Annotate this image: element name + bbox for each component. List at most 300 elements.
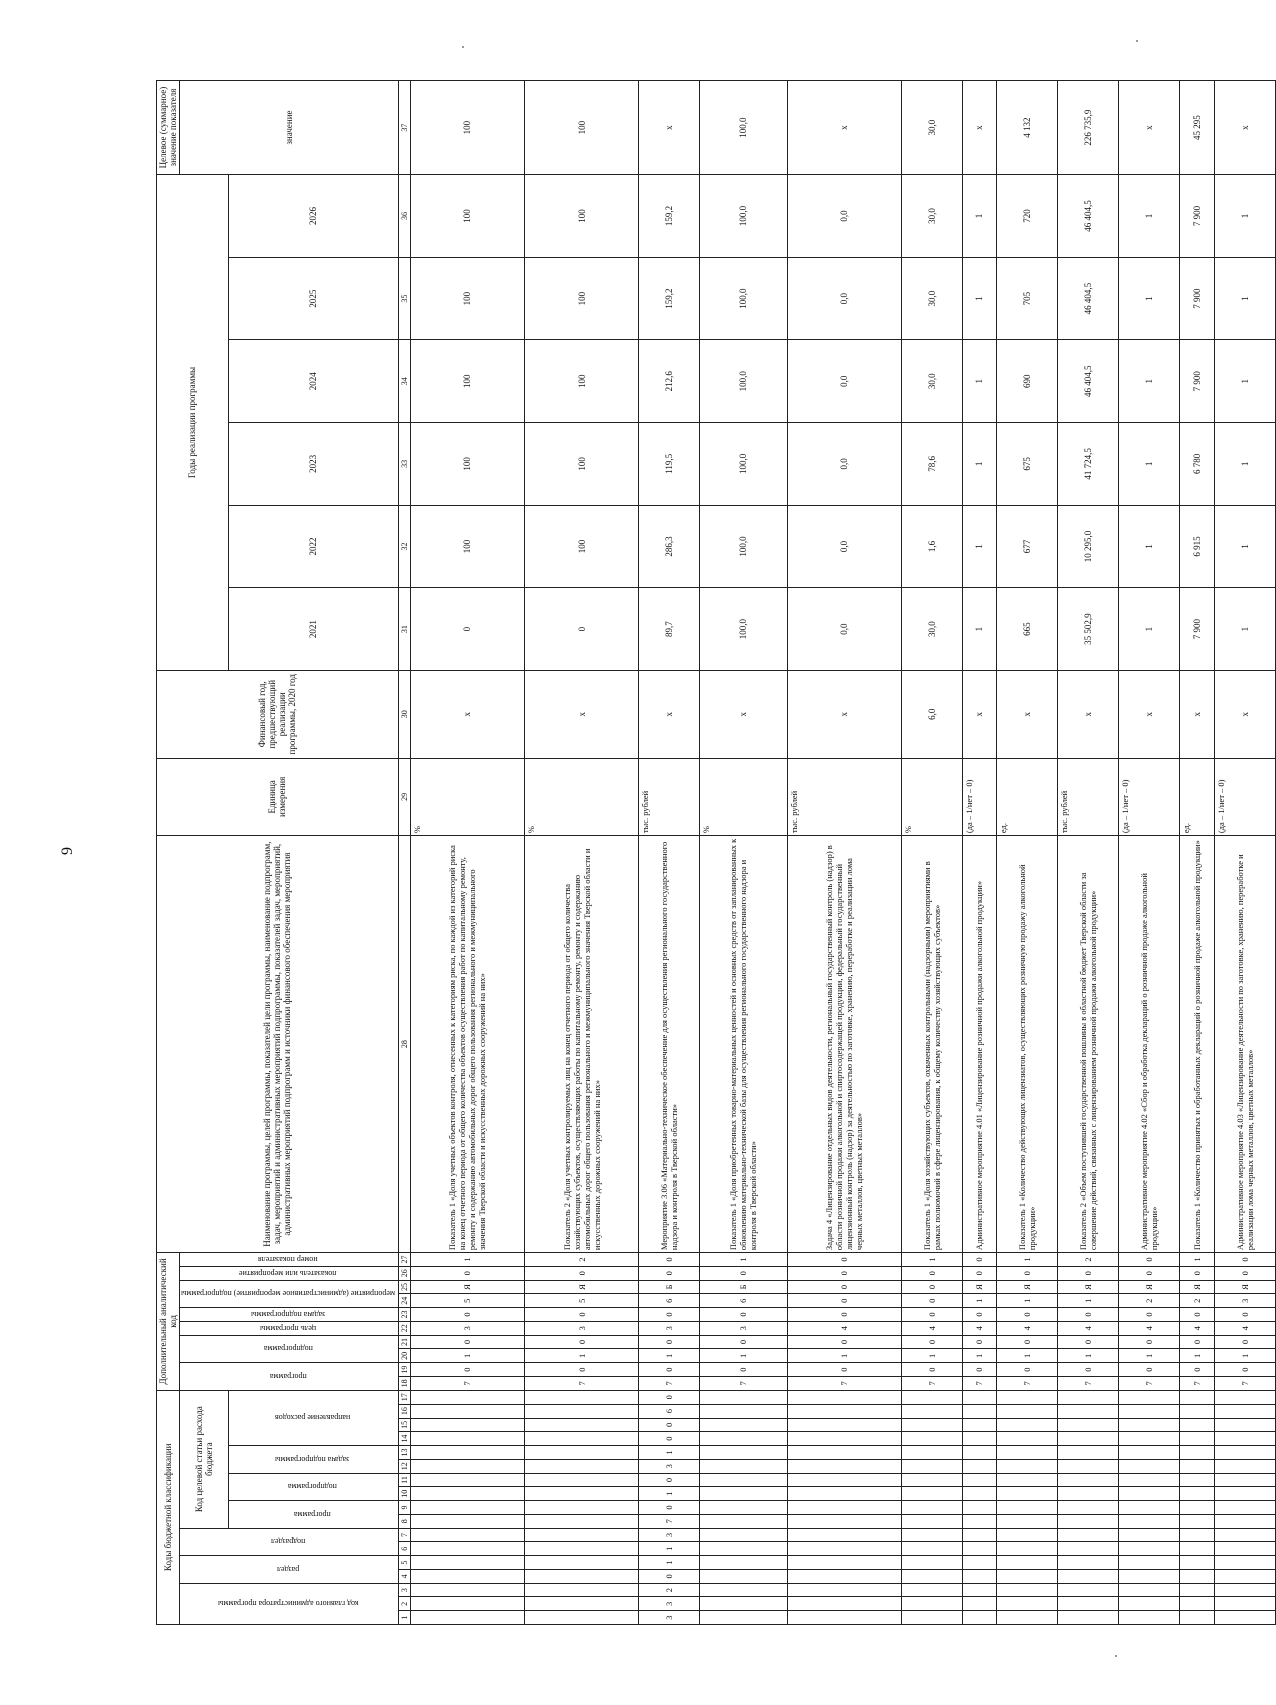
budget-code-digit	[997, 1528, 1058, 1542]
additional-code-digit: 1	[639, 1349, 700, 1363]
budget-code-digit	[1119, 1501, 1180, 1515]
table-row	[787, 81, 901, 1625]
budget-code-digit	[525, 1611, 639, 1625]
budget-code-digit	[410, 1583, 524, 1597]
budget-code-digit	[787, 1528, 901, 1542]
row-year-value: 0,0	[787, 505, 901, 588]
row-year-value: 119,5	[639, 423, 700, 506]
budget-code-digit	[700, 1501, 788, 1515]
budget-code-digit: 1	[639, 1487, 700, 1501]
row-year-value: 1	[1119, 257, 1180, 340]
budget-code-digit: 0	[639, 1432, 700, 1446]
budget-code-digit	[410, 1446, 524, 1460]
budget-code-digit	[525, 1501, 639, 1515]
budget-code-digit	[901, 1473, 962, 1487]
additional-code-digit: 0	[962, 1363, 996, 1377]
column-number: 37	[398, 81, 410, 175]
budget-code-digit	[901, 1583, 962, 1597]
budget-code-digit	[962, 1432, 996, 1446]
row-fin-year-value: х	[700, 670, 788, 758]
budget-program-table-wrapper	[156, 80, 1255, 1625]
budget-code-digit	[1119, 1569, 1180, 1583]
budget-code-digit: 3	[639, 1597, 700, 1611]
budget-code-digit	[410, 1528, 524, 1542]
budget-code-digit	[1058, 1487, 1119, 1501]
budget-code-digit	[901, 1390, 962, 1404]
budget-code-digit	[1119, 1556, 1180, 1570]
additional-code-digit: 0	[787, 1266, 901, 1280]
budget-code-digit	[410, 1597, 524, 1611]
additional-code-digit: 0	[1119, 1363, 1180, 1377]
additional-code-digit: 0	[639, 1335, 700, 1349]
additional-code-digit: 5	[525, 1294, 639, 1308]
additional-code-digit: 0	[962, 1266, 996, 1280]
budget-code-digit	[525, 1404, 639, 1418]
additional-code-digit: 7	[639, 1376, 700, 1390]
column-number: 12	[398, 1459, 410, 1473]
header-program: программа	[228, 1501, 398, 1529]
additional-code-digit: 0	[1058, 1266, 1119, 1280]
budget-code-digit	[525, 1514, 639, 1528]
column-number: 26	[398, 1266, 410, 1280]
budget-code-digit	[997, 1611, 1058, 1625]
row-year-value: 1	[1214, 340, 1275, 423]
additional-code-digit: 0	[997, 1335, 1058, 1349]
budget-code-digit	[1214, 1528, 1275, 1542]
additional-code-digit: 1	[1119, 1349, 1180, 1363]
budget-code-digit	[1058, 1528, 1119, 1542]
row-year-value: 35 502,9	[1058, 588, 1119, 671]
budget-code-digit	[1119, 1542, 1180, 1556]
budget-code-digit	[962, 1556, 996, 1570]
column-number: 17	[398, 1390, 410, 1404]
row-name: Показатель 1 «Количество действующих лицензиатов, осуществляющих розничную продажу алкогольной продукции»	[997, 836, 1058, 1253]
column-number: 33	[398, 423, 410, 506]
row-name: Показатель 1 «Доля хозяйствующих субъектов, охваченных контрольными (надзорными) мероприятиями в рамках полномочий в сфере лицензирования, к общему количеству хозяйствующих субъектов»	[901, 836, 962, 1253]
budget-code-digit	[1058, 1446, 1119, 1460]
header-years: Годы реализации программы	[157, 175, 229, 671]
budget-program-table	[156, 80, 1276, 1625]
column-number: 5	[398, 1556, 410, 1570]
header-target-article: Код целевой статьи расхода бюджета	[180, 1390, 229, 1528]
additional-code-digit: 1	[1058, 1294, 1119, 1308]
column-number: 25	[398, 1280, 410, 1294]
column-number: 31	[398, 588, 410, 671]
row-year-value: 720	[997, 175, 1058, 258]
row-year-value: 100	[410, 175, 524, 258]
column-number: 27	[398, 1253, 410, 1267]
budget-code-digit	[700, 1528, 788, 1542]
row-year-value: 665	[997, 588, 1058, 671]
budget-code-digit	[410, 1404, 524, 1418]
header-target: Целевое (суммарное) значение показателя	[157, 81, 180, 175]
budget-code-digit: 3	[639, 1459, 700, 1473]
header-budget-codes: Коды бюджетной классификации	[157, 1390, 180, 1624]
table-row	[639, 81, 700, 1625]
table-row	[901, 81, 962, 1625]
budget-code-digit	[1214, 1501, 1275, 1515]
row-name: Административное мероприятие 4.03 «Лицензирование деятельности по заготовке, хранению, переработке и реализации лома черных металлов, цветных металлов»	[1214, 836, 1275, 1253]
row-year-value: 100,0	[700, 340, 788, 423]
budget-code-digit	[787, 1569, 901, 1583]
budget-code-digit: 7	[639, 1514, 700, 1528]
additional-code-digit: 7	[700, 1376, 788, 1390]
budget-code-digit: 0	[639, 1390, 700, 1404]
additional-code-digit: 1	[410, 1253, 524, 1267]
row-year-value: 1	[1119, 423, 1180, 506]
budget-code-digit	[1058, 1542, 1119, 1556]
budget-code-digit: 0	[639, 1418, 700, 1432]
budget-code-digit	[1119, 1514, 1180, 1528]
row-fin-year-value: х	[1214, 670, 1275, 758]
budget-code-digit	[787, 1459, 901, 1473]
row-year-value: 0,0	[787, 257, 901, 340]
row-name: Задача 4 «Лицензирование отдельных видов деятельности, региональный государственный контроль (надзор) в области розничной продажи алкогольной и спиртосодержащей продукции, федеральный государственный лицензионный контроль (надзор) за деятельностью по заготовке, хранению, переработке и реализации лома черных металлов, цветных металлов»	[787, 836, 901, 1253]
row-year-value: 100,0	[700, 175, 788, 258]
budget-code-digit	[1180, 1501, 1214, 1515]
additional-code-digit: 0	[901, 1280, 962, 1294]
budget-code-digit	[787, 1390, 901, 1404]
row-year-value: 0,0	[787, 175, 901, 258]
row-year-value: 41 724,5	[1058, 423, 1119, 506]
budget-code-digit: 0	[639, 1569, 700, 1583]
budget-code-digit	[410, 1418, 524, 1432]
budget-code-digit	[1180, 1473, 1214, 1487]
column-number: 11	[398, 1473, 410, 1487]
budget-code-digit	[525, 1542, 639, 1556]
additional-code-digit: 0	[1180, 1266, 1214, 1280]
column-number: 22	[398, 1321, 410, 1335]
additional-code-digit: 3	[525, 1321, 639, 1335]
header-subprogram: подпрограмма	[228, 1473, 398, 1501]
column-number: 23	[398, 1308, 410, 1322]
additional-code-digit: 0	[700, 1363, 788, 1377]
additional-code-digit: 1	[410, 1349, 524, 1363]
budget-code-digit	[1180, 1459, 1214, 1473]
row-year-value: 100	[410, 257, 524, 340]
row-fin-year-value: х	[525, 670, 639, 758]
budget-code-digit	[700, 1404, 788, 1418]
additional-code-digit: 6	[639, 1294, 700, 1308]
header-add-subprogram: подпрограмма	[180, 1335, 399, 1363]
budget-code-digit	[700, 1611, 788, 1625]
additional-code-digit: 0	[525, 1335, 639, 1349]
additional-code-digit: Я	[1119, 1280, 1180, 1294]
budget-code-digit	[1180, 1583, 1214, 1597]
header-year-2022: 2022	[228, 505, 398, 588]
budget-code-digit	[787, 1542, 901, 1556]
budget-code-digit	[525, 1432, 639, 1446]
row-fin-year-value: х	[1058, 670, 1119, 758]
additional-code-digit: 0	[1214, 1266, 1275, 1280]
row-year-value: 89,7	[639, 588, 700, 671]
scan-speck	[1115, 1655, 1117, 1657]
column-number: 7	[398, 1528, 410, 1542]
budget-code-digit	[1119, 1404, 1180, 1418]
row-unit: (да – 1/нет – 0)	[1214, 758, 1275, 836]
budget-code-digit	[997, 1501, 1058, 1515]
budget-code-digit	[700, 1569, 788, 1583]
row-year-value: 1	[1214, 423, 1275, 506]
budget-code-digit	[700, 1446, 788, 1460]
additional-code-digit: 1	[525, 1349, 639, 1363]
column-number: 35	[398, 257, 410, 340]
budget-code-digit	[410, 1459, 524, 1473]
budget-code-digit	[1214, 1446, 1275, 1460]
budget-code-digit	[1180, 1390, 1214, 1404]
row-name: Показатель 1 «Доля учетных объектов контроля, отнесенных к категориям риска, по каждой из категорий риска на конец отчетного периода от общего количества объектов осуществления работ по капитальному ремонту, ремонту и содержанию автомобильных дорог общего пользования регионального и межмуниципального значения Тверской области и искусственных дорожных сооружений на них»	[410, 836, 524, 1253]
additional-code-digit: 0	[901, 1335, 962, 1349]
budget-code-digit	[1058, 1473, 1119, 1487]
table-row	[962, 81, 996, 1625]
additional-code-digit: 4	[787, 1321, 901, 1335]
row-year-value: 159,2	[639, 257, 700, 340]
row-year-value: 7 900	[1180, 257, 1214, 340]
additional-code-digit: Я	[997, 1280, 1058, 1294]
additional-code-digit: 0	[1180, 1308, 1214, 1322]
budget-code-digit	[962, 1528, 996, 1542]
budget-code-digit	[901, 1528, 962, 1542]
additional-code-digit: 0	[410, 1363, 524, 1377]
row-target-value: х	[639, 81, 700, 175]
additional-code-digit: 0	[1180, 1363, 1214, 1377]
budget-code-digit	[997, 1473, 1058, 1487]
budget-code-digit	[901, 1569, 962, 1583]
budget-code-digit	[1180, 1542, 1214, 1556]
row-name: Административное мероприятие 4.02 «Сбор и обработка деклараций о розничной продаже алкогольной продукции»	[1119, 836, 1180, 1253]
row-fin-year-value: 6,0	[901, 670, 962, 758]
budget-code-digit	[997, 1583, 1058, 1597]
table-row	[1180, 81, 1214, 1625]
row-target-value: 30,0	[901, 81, 962, 175]
additional-code-digit: 0	[787, 1294, 901, 1308]
row-year-value: 7 900	[1180, 588, 1214, 671]
budget-code-digit	[1180, 1569, 1214, 1583]
row-year-value: 6 915	[1180, 505, 1214, 588]
additional-code-digit: 7	[962, 1376, 996, 1390]
additional-code-digit: 4	[1119, 1321, 1180, 1335]
row-year-value: 1	[1119, 340, 1180, 423]
additional-code-digit: 1	[1180, 1349, 1214, 1363]
budget-code-digit	[700, 1473, 788, 1487]
additional-code-digit: 2	[1180, 1294, 1214, 1308]
header-add-measure-indicator: показатель или мероприятие	[180, 1266, 399, 1280]
row-year-value: 30,0	[901, 175, 962, 258]
row-unit: ед.	[1180, 758, 1214, 836]
row-year-value: 78,6	[901, 423, 962, 506]
additional-code-digit: 2	[1058, 1253, 1119, 1267]
additional-code-digit: Я	[410, 1280, 524, 1294]
budget-code-digit	[1119, 1473, 1180, 1487]
row-unit: (да – 1/нет – 0)	[962, 758, 996, 836]
header-add-goal: цель программы	[180, 1321, 399, 1335]
column-number: 36	[398, 175, 410, 258]
row-target-value: 100,0	[700, 81, 788, 175]
budget-code-digit	[962, 1569, 996, 1583]
row-target-value: х	[787, 81, 901, 175]
row-target-value: 100	[525, 81, 639, 175]
row-year-value: 100	[410, 423, 524, 506]
additional-code-digit: 0	[787, 1280, 901, 1294]
budget-code-digit	[787, 1583, 901, 1597]
additional-code-digit: Я	[1058, 1280, 1119, 1294]
additional-code-digit: 7	[901, 1376, 962, 1390]
budget-code-digit	[1180, 1514, 1214, 1528]
budget-code-digit	[410, 1487, 524, 1501]
additional-code-digit: 3	[639, 1321, 700, 1335]
budget-code-digit	[525, 1459, 639, 1473]
additional-code-digit: 0	[1058, 1363, 1119, 1377]
budget-code-digit	[700, 1542, 788, 1556]
column-number: 30	[398, 670, 410, 758]
budget-code-digit	[962, 1514, 996, 1528]
budget-code-digit	[1214, 1473, 1275, 1487]
row-fin-year-value: х	[410, 670, 524, 758]
additional-code-digit: 0	[639, 1308, 700, 1322]
budget-code-digit	[962, 1487, 996, 1501]
budget-code-digit	[997, 1446, 1058, 1460]
row-year-value: 100	[410, 340, 524, 423]
row-year-value: 46 404,5	[1058, 175, 1119, 258]
additional-code-digit: 2	[1119, 1294, 1180, 1308]
column-number: 8	[398, 1514, 410, 1528]
column-number: 2	[398, 1597, 410, 1611]
column-number: 13	[398, 1446, 410, 1460]
row-year-value: 705	[997, 257, 1058, 340]
additional-code-digit: 0	[901, 1294, 962, 1308]
budget-code-digit	[525, 1487, 639, 1501]
additional-code-digit: 1	[997, 1294, 1058, 1308]
row-fin-year-value: х	[962, 670, 996, 758]
budget-code-digit	[525, 1418, 639, 1432]
row-year-value: 0	[525, 588, 639, 671]
row-year-value: 212,6	[639, 340, 700, 423]
row-year-value: 10 295,0	[1058, 505, 1119, 588]
budget-code-digit	[901, 1404, 962, 1418]
additional-code-digit: 7	[997, 1376, 1058, 1390]
header-year-2021: 2021	[228, 588, 398, 671]
additional-code-digit: 4	[901, 1321, 962, 1335]
budget-code-digit	[997, 1418, 1058, 1432]
budget-code-digit	[700, 1432, 788, 1446]
budget-code-digit	[1180, 1487, 1214, 1501]
column-number: 6	[398, 1542, 410, 1556]
row-year-value: 100,0	[700, 505, 788, 588]
additional-code-digit: 0	[700, 1308, 788, 1322]
row-year-value: 30,0	[901, 588, 962, 671]
row-year-value: 1	[962, 257, 996, 340]
additional-code-digit: 1	[997, 1349, 1058, 1363]
column-number: 34	[398, 340, 410, 423]
row-year-value: 1	[962, 505, 996, 588]
row-year-value: 46 404,5	[1058, 340, 1119, 423]
additional-code-digit: Б	[700, 1280, 788, 1294]
row-unit: тыс. рублей	[1058, 758, 1119, 836]
header-unit: Единица измерения	[157, 758, 399, 836]
budget-code-digit	[787, 1432, 901, 1446]
additional-code-digit: Я	[525, 1280, 639, 1294]
budget-code-digit	[1058, 1556, 1119, 1570]
header-add-task: задача подпрограммы	[180, 1308, 399, 1322]
row-year-value: 1	[1119, 505, 1180, 588]
column-number: 20	[398, 1349, 410, 1363]
budget-code-digit	[1119, 1418, 1180, 1432]
additional-code-digit: 1	[700, 1253, 788, 1267]
row-fin-year-value: х	[997, 670, 1058, 758]
column-number: 21	[398, 1335, 410, 1349]
budget-code-digit	[700, 1514, 788, 1528]
budget-code-digit	[525, 1569, 639, 1583]
budget-code-digit	[1058, 1432, 1119, 1446]
budget-code-digit	[997, 1569, 1058, 1583]
row-year-value: 159,2	[639, 175, 700, 258]
row-year-value: 100	[525, 505, 639, 588]
budget-code-digit	[410, 1514, 524, 1528]
additional-code-digit: 0	[1119, 1335, 1180, 1349]
budget-code-digit	[525, 1556, 639, 1570]
header-year-2025: 2025	[228, 257, 398, 340]
additional-code-digit: 7	[1180, 1376, 1214, 1390]
row-year-value: 1	[962, 423, 996, 506]
additional-code-digit: 0	[639, 1253, 700, 1267]
budget-code-digit	[525, 1583, 639, 1597]
additional-code-digit: 0	[700, 1266, 788, 1280]
additional-code-digit: 7	[525, 1376, 639, 1390]
budget-code-digit	[1214, 1583, 1275, 1597]
additional-code-digit: 0	[997, 1308, 1058, 1322]
budget-code-digit	[901, 1611, 962, 1625]
row-year-value: 0,0	[787, 423, 901, 506]
budget-code-digit	[1214, 1556, 1275, 1570]
scan-speck	[462, 46, 464, 48]
budget-code-digit	[700, 1390, 788, 1404]
budget-code-digit	[1214, 1487, 1275, 1501]
additional-code-digit: 7	[1119, 1376, 1180, 1390]
column-numbers-row	[398, 81, 410, 1625]
row-year-value: 677	[997, 505, 1058, 588]
budget-code-digit	[787, 1473, 901, 1487]
budget-code-digit	[997, 1597, 1058, 1611]
budget-code-digit	[410, 1501, 524, 1515]
budget-code-digit	[1214, 1569, 1275, 1583]
budget-code-digit	[1180, 1528, 1214, 1542]
budget-code-digit	[700, 1487, 788, 1501]
row-year-value: 100	[525, 340, 639, 423]
row-year-value: 7 900	[1180, 175, 1214, 258]
table-row	[410, 81, 524, 1625]
row-year-value: 100	[410, 505, 524, 588]
budget-code-digit	[962, 1583, 996, 1597]
additional-code-digit: 0	[1119, 1266, 1180, 1280]
row-target-value: х	[1119, 81, 1180, 175]
budget-code-digit	[787, 1514, 901, 1528]
budget-code-digit	[1058, 1501, 1119, 1515]
budget-code-digit: 6	[639, 1404, 700, 1418]
budget-code-digit	[1119, 1611, 1180, 1625]
additional-code-digit: 7	[787, 1376, 901, 1390]
additional-code-digit: 7	[410, 1376, 524, 1390]
row-name: Показатель 2 «Доля учетных контролируемых лиц на конец отчетного периода от общего количества хозяйствующих субъектов, осуществляющих работы по капитальному ремонту, ремонту и содержанию автомобильных дорог общего пользования регионального и межмуниципального значения Тверской области и искусственных дорожных сооружений на них»	[525, 836, 639, 1253]
budget-code-digit	[1058, 1418, 1119, 1432]
additional-code-digit: 0	[962, 1308, 996, 1322]
budget-code-digit: 1	[639, 1556, 700, 1570]
additional-code-digit: 4	[962, 1321, 996, 1335]
column-number: 24	[398, 1294, 410, 1308]
budget-code-digit	[787, 1611, 901, 1625]
column-number: 18	[398, 1376, 410, 1390]
budget-code-digit	[962, 1459, 996, 1473]
budget-code-digit: 0	[639, 1473, 700, 1487]
